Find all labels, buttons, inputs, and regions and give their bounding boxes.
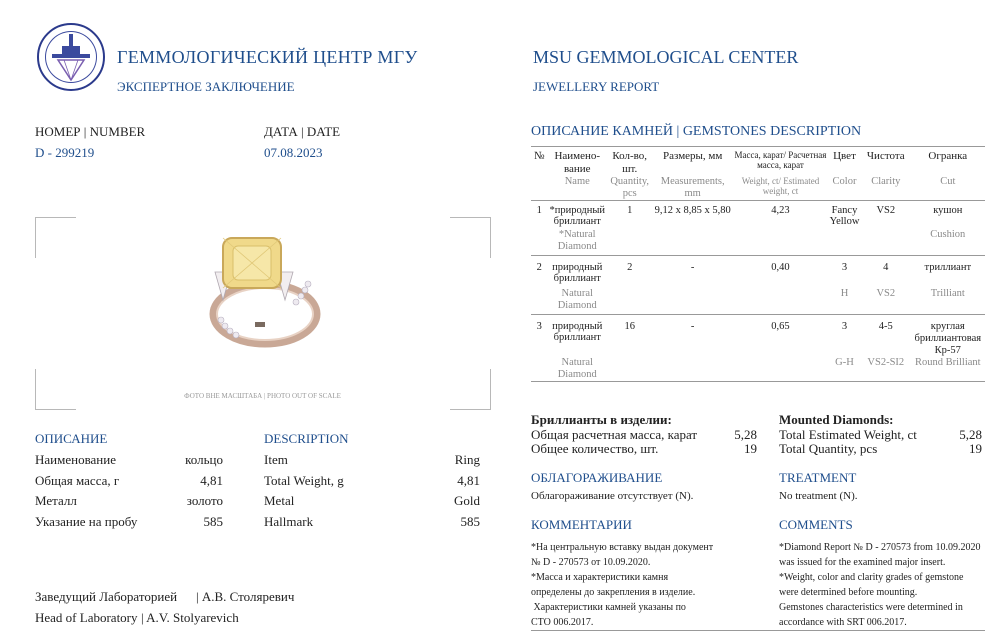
mounted-weight-en-value: 5,28 <box>959 427 982 442</box>
desc-label-ru: Общая масса, г <box>35 473 120 488</box>
description-title-en: DESCRIPTION <box>264 431 349 446</box>
cell-meas: - <box>690 321 695 332</box>
signature-name-ru: | А.В. Столяревич <box>196 589 295 604</box>
cell-name-en: *Natural Diamond <box>557 229 597 252</box>
col-cut-ru: Огранка <box>928 150 968 162</box>
mounted-title-en: Mounted Diamonds: <box>779 412 894 427</box>
desc-value-en: Ring <box>454 452 480 467</box>
table-row <box>531 357 985 382</box>
cell-color-ru: Fancy Yellow <box>829 205 860 227</box>
description-title-ru: ОПИСАНИЕ <box>35 431 108 446</box>
gemstones-table <box>531 146 985 382</box>
cell-name-ru: природный бриллиант <box>552 321 603 343</box>
date-label: ДАТА | DATE <box>264 124 341 139</box>
mounted-weight-ru: Общая расчетная масса, карат <box>531 427 698 442</box>
col-meas-ru: Размеры, мм <box>663 150 723 162</box>
subtitle-ru: ЭКСПЕРТНОЕ ЗАКЛЮЧЕНИЕ <box>117 79 295 94</box>
col-weight-ru: Масса, карат/ Расчетная масса, карат <box>734 150 827 170</box>
desc-label-en: Hallmark <box>264 514 314 529</box>
cell-color-en: G-H <box>835 357 854 368</box>
cell-name-en: Natural Diamond <box>557 357 597 380</box>
frame-corner-br <box>450 369 491 410</box>
cell-color-ru: 3 <box>841 321 848 332</box>
treatment-title-en: TREATMENT <box>779 470 857 485</box>
cell-weight: 0,65 <box>771 321 790 332</box>
desc-value-en: 4,81 <box>457 473 480 488</box>
desc-value-ru: 4,81 <box>200 473 223 488</box>
cell-meas: 9,12 x 8,85 x 5,80 <box>654 205 731 216</box>
desc-label-ru: Указание на пробу <box>35 514 138 529</box>
cell-qty: 2 <box>627 262 633 273</box>
frame-corner-tl <box>35 217 76 258</box>
comment-line-ru: Характеристики камней указаны по <box>531 602 686 613</box>
bottom-divider <box>531 630 985 631</box>
signature-role-en: Head of Laboratory <box>35 610 138 625</box>
cell-clarity-en: VS2 <box>876 288 896 299</box>
desc-label-ru: Наименование <box>35 452 116 467</box>
mounted-qty-en-value: 19 <box>969 441 982 456</box>
gemstones-title: ОПИСАНИЕ КАМНЕЙ | GEMSTONES DESCRIPTION <box>531 124 862 139</box>
col-color-en: Color <box>832 176 857 187</box>
treatment-text-ru: Облагораживание отсутствует (N). <box>531 490 694 502</box>
frame-corner-bl <box>35 369 76 410</box>
cell-weight: 4,23 <box>771 205 790 216</box>
mounted-weight-ru-value: 5,28 <box>734 427 757 442</box>
cell-clarity-ru: 4-5 <box>878 321 893 332</box>
desc-value-ru: 585 <box>203 514 223 529</box>
cell-no: 3 <box>536 321 542 332</box>
comment-line-en: *Weight, color and clarity grades of gemstone <box>779 572 964 583</box>
comment-line-ru: определены до закрепления в изделие. <box>531 587 696 598</box>
frame-corner-tr <box>450 217 491 258</box>
cell-weight: 0,40 <box>771 262 790 273</box>
cell-name-en: Natural Diamond <box>557 288 597 311</box>
mounted-qty-ru-value: 19 <box>744 441 757 456</box>
ring-photo <box>195 232 330 362</box>
col-name-ru: Наимено-вание <box>554 150 601 175</box>
col-clarity-en: Clarity <box>871 176 901 187</box>
mounted-title-ru: Бриллианты в изделии: <box>531 412 672 427</box>
desc-label-en: Total Weight, g <box>264 473 344 488</box>
mounted-qty-en: Total Quantity, pcs <box>779 441 878 456</box>
col-cut-en: Cut <box>940 176 956 187</box>
mounted-weight-en: Total Estimated Weight, ct <box>779 427 917 442</box>
cell-clarity-en <box>861 227 911 256</box>
desc-value-en: 585 <box>460 514 480 529</box>
photo-caption: ФОТО ВНЕ МАСШТАБА | PHOTO OUT OF SCALE <box>184 392 341 400</box>
cell-clarity-ru: 4 <box>883 262 889 273</box>
desc-value-en: Gold <box>454 493 480 508</box>
col-color-ru: Цвет <box>833 150 856 162</box>
report-date: 07.08.2023 <box>264 145 323 160</box>
cell-no: 2 <box>536 262 542 273</box>
cell-no: 1 <box>536 205 542 216</box>
comment-line-en: *Diamond Report № D - 270573 from 10.09.2020 <box>779 542 981 553</box>
title-ru: ГЕММОЛОГИЧЕСКИЙ ЦЕНТР МГУ <box>117 47 418 67</box>
col-qty-en: Quantity, pcs <box>610 176 650 199</box>
cell-cut-en: Round Brilliant <box>914 357 981 368</box>
col-qty-ru: Кол-во, шт. <box>612 150 648 175</box>
title-en: MSU GEMMOLOGICAL CENTER <box>533 47 799 67</box>
desc-value-ru: золото <box>186 493 223 508</box>
comment-line-en: accordance with SRT 006.2017. <box>779 617 907 628</box>
col-meas-en: Measurements, mm <box>660 176 725 199</box>
comment-line-ru: СТО 006.2017. <box>531 617 594 628</box>
cell-cut-ru: круглая бриллиантовая Кр-57 <box>914 321 982 356</box>
comments-title-ru: КОММЕНТАРИИ <box>531 517 632 532</box>
cell-name-ru: *природный бриллиант <box>549 205 606 227</box>
signature-role-ru: Заведущий Лабораторией <box>35 589 178 604</box>
treatment-title-ru: ОБЛАГОРАЖИВАНИЕ <box>531 470 663 485</box>
cell-cut-en: Cushion <box>930 229 966 240</box>
signature-name-en: | A.V. Stolyarevich <box>141 610 239 625</box>
treatment-text-en: No treatment (N). <box>779 490 858 502</box>
cell-color-en <box>828 227 861 256</box>
table-row <box>531 315 985 358</box>
msu-logo <box>36 22 106 92</box>
cell-clarity-en: VS2-SI2 <box>867 357 905 368</box>
cell-name-ru: природный бриллиант <box>552 262 603 284</box>
desc-label-ru: Металл <box>35 493 77 508</box>
comment-line-en: was issued for the examined major insert. <box>779 557 946 568</box>
col-clarity-ru: Чистота <box>866 150 905 162</box>
comment-line-ru: *Масса и характеристики камня <box>531 572 669 583</box>
cell-color-en: H <box>840 288 849 299</box>
desc-label-en: Metal <box>264 493 295 508</box>
report-number: D - 299219 <box>35 145 95 160</box>
comments-text-en <box>779 540 980 630</box>
col-no: № <box>534 150 545 162</box>
cell-qty: 16 <box>624 321 635 332</box>
subtitle-en: JEWELLERY REPORT <box>533 79 660 94</box>
table-row <box>531 256 985 285</box>
comment-line-ru: *На центральную вставку выдан документ <box>531 542 714 553</box>
col-name-en: Name <box>564 176 590 187</box>
table-row <box>531 201 985 228</box>
col-weight-en: Weight, ct/ Estimated weight, ct <box>741 176 820 196</box>
number-label: НОМЕР | NUMBER <box>35 124 146 139</box>
table-row <box>531 284 985 315</box>
cell-cut-ru: триллиант <box>924 262 972 273</box>
cell-qty: 1 <box>627 205 633 216</box>
comment-line-ru: № D - 270573 от 10.09.2020. <box>531 557 651 568</box>
comments-title-en: COMMENTS <box>779 517 853 532</box>
desc-label-en: Item <box>264 452 288 467</box>
cell-meas: - <box>690 262 695 273</box>
comments-text-ru <box>531 540 713 630</box>
desc-value-ru: кольцо <box>185 452 223 467</box>
cell-clarity-ru: VS2 <box>876 205 896 216</box>
cell-cut-ru: кушон <box>933 205 963 216</box>
comment-line-en: Gemstones characteristics were determined in <box>779 602 963 613</box>
mounted-qty-ru: Общее количество, шт. <box>531 441 659 456</box>
cell-cut-en: Trilliant <box>930 288 965 299</box>
comment-line-en: were determined before mounting. <box>779 587 918 598</box>
cell-color-ru: 3 <box>841 262 848 273</box>
table-row <box>531 227 985 256</box>
